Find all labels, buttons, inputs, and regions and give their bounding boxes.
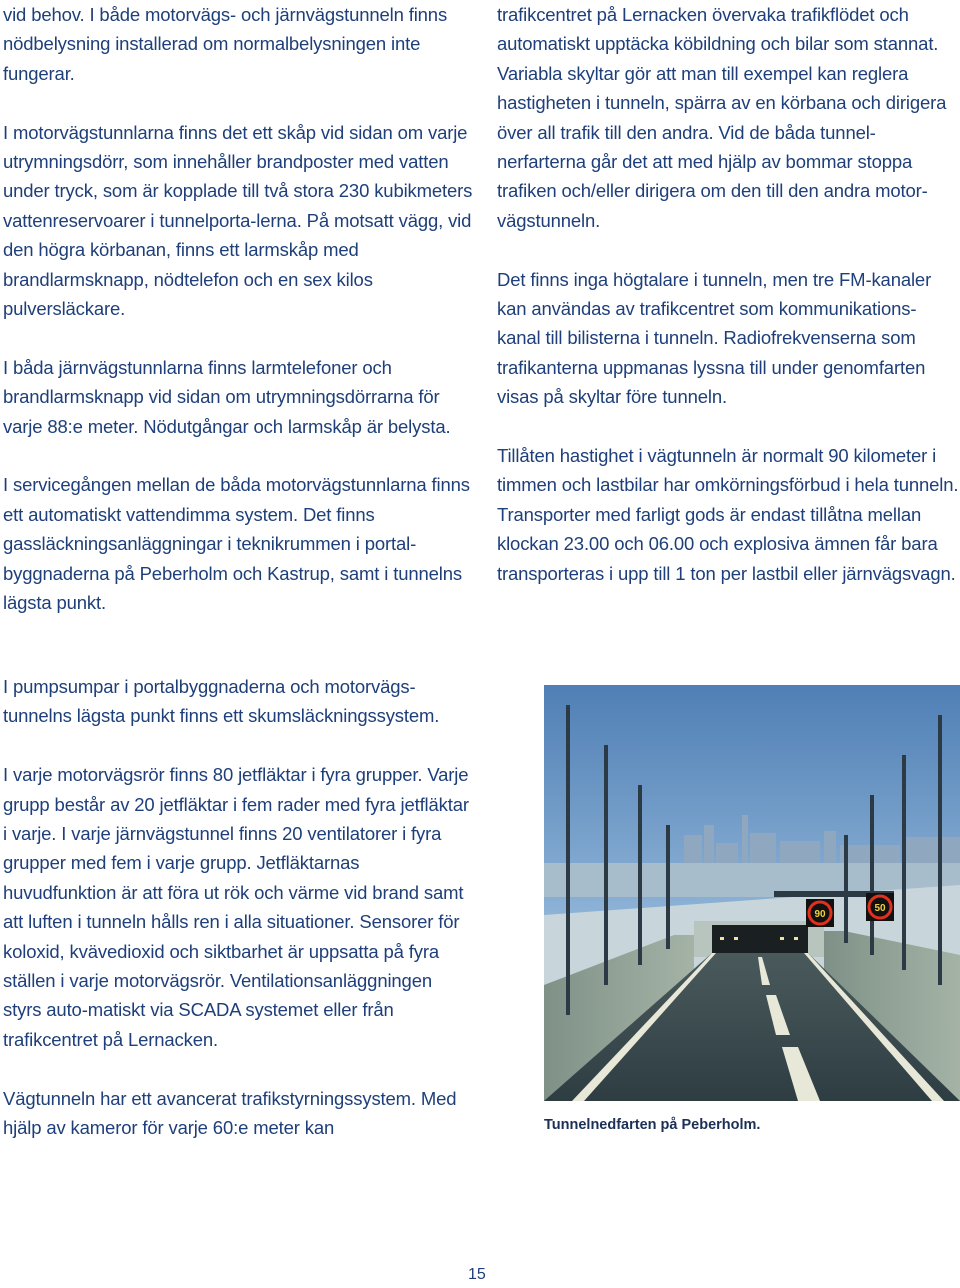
paragraph-fire-cabinets: I motorvägstunnlarna finns det ett skåp vid sidan om varje utrymningsdörr, som innehåller brandposter med vatten under tryck, som är kopplade till två stora 230 kubikmeters vattenreservoarer i tunnelporta-lerna. På motsatt vägg, vid den högra körbanan, finns ett larmskåp med brandlarmsknapp, nödtelefon och en sex kilos pulversläckare. — [3, 121, 473, 320]
tunnel-opening — [712, 925, 808, 953]
speed-sign-right — [866, 893, 894, 921]
right-text-column — [497, 0, 959, 617]
paragraph-speed-limit: Tillåten hastighet i vägtunneln är normalt 90 kilometer i timmen och lastbilar har omkörningsförbud i hela tunneln. Transporter med farligt gods är endast tillåtna mellan klockan 23.00 och 06.00 och explosiva ämnen får bara transporteras i upp till 1 ton per lastbil eller järnvägsvagn. — [497, 445, 959, 584]
paragraph-fm-radio: Det finns inga högtalare i tunneln, men tre FM-kanaler kan användas av trafikcentret som kommunikations-kanal till bilisterna i tunneln. Radiofrekvenserna som trafikanterna uppmanas lyssna till under genomfarten visas på skyltar före tunneln. — [497, 268, 932, 408]
tunnel-entrance-photo — [544, 685, 960, 1101]
speed-sign-right-value: 50 — [874, 903, 886, 914]
speed-sign-left-value: 90 — [814, 909, 826, 920]
paragraph-emergency-lighting: vid behov. I både motorvägs- och järnvägstunneln finns nödbelysning installerad om normalbelysningen inte fungerar. — [3, 4, 448, 84]
page-number: 15 — [468, 1266, 486, 1283]
paragraph-foam-system: I pumpsumpar i portalbyggnaderna och motorvägs-tunnelns lägsta punkt finns ett skumsläckningssystem. — [3, 676, 440, 727]
left-text-column — [3, 0, 473, 647]
paragraph-rail-alarm-phones: I båda järnvägstunnlarna finns larmtelefoner och brandlarmsknapp vid sidan om utrymningsdörrarna för varje 88:e meter. Nödutgångar och larmskåp är belysta. — [3, 356, 451, 437]
paragraph-jet-fans: I varje motorvägsrör finns 80 jetfläktar i fyra grupper. Varje grupp består av 20 jetfläktar i fem rader med fyra jetfläktar i varje. I varje järnvägstunnel finns 20 ventilatorer i fyra grupper med fem i varje grupp. Jetfläktarnas huvudfunktion är att föra ut rök och värme vid brand samt att luften i tunneln hålls ren i alla situationer. Sensorer för koloxid, kvävedioxid och siktbarhet är uppsatta på fyra ställen i varje motorvägsrör. Ventilationsanläggningen styrs auto-matiskt via SCADA systemet eller från trafikcentret på Lernacken. — [3, 764, 469, 1050]
paragraph-water-mist-system: I servicegången mellan de båda motorvägstunnlarna finns ett automatiskt vattendimma system. Det finns gassläckningsanläggningar i teknikrummen i portal-byggnaderna på Peberholm och Kastrup, samt i tunnelns lägsta punkt. — [3, 474, 470, 614]
paragraph-traffic-center: trafikcentret på Lernacken övervaka trafikflödet och automatiskt upptäcka köbildning och bilar som stannat. Variabla skyltar gör att man till exempel kan reglera hastigheten i tunneln, spärra av en körbana och dirigera över all trafik till den andra. Vid de båda tunnel-nerfarterna går det att med hjälp av bommar stoppa trafiken och/eller dirigera om den till den andra motor-vägstunneln. — [497, 4, 947, 231]
paragraph-traffic-control: Vägtunneln har ett avancerat trafikstyrningssystem. Med hjälp av kameror för varje 60:e meter kan — [3, 1087, 457, 1139]
speed-sign-left — [806, 899, 834, 927]
left-text-column-lower — [3, 672, 473, 1172]
photo-caption: Tunnelnedfarten på Peberholm. — [544, 1117, 761, 1133]
